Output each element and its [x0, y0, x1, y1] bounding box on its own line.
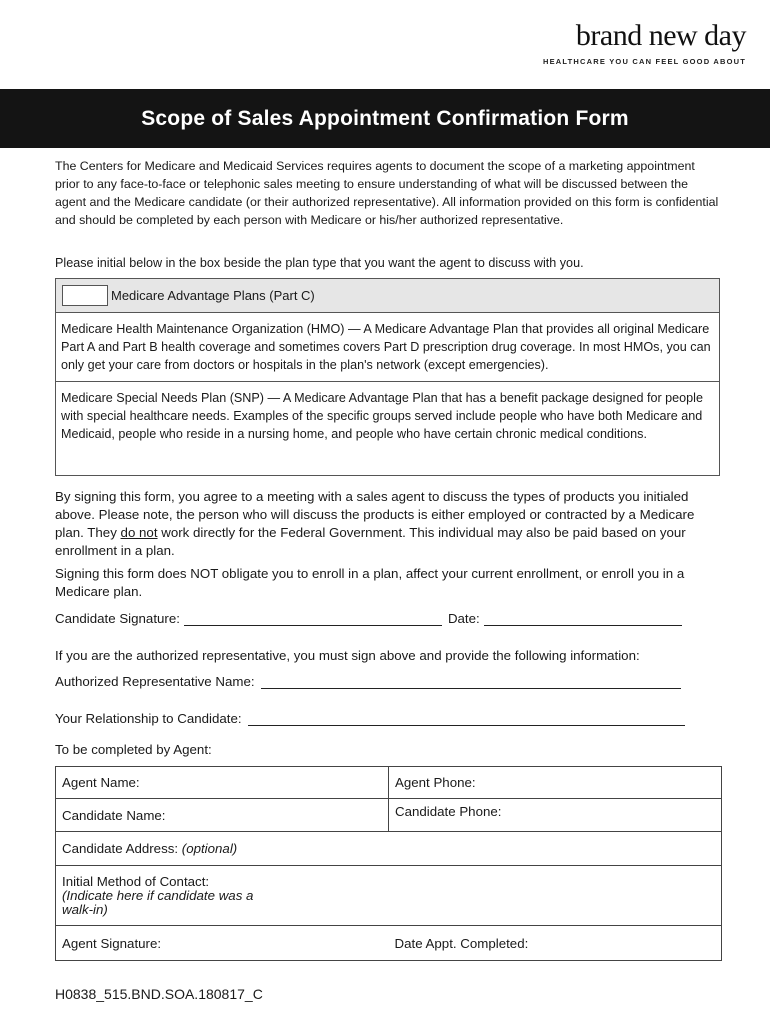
date-label: Date: [447, 611, 480, 626]
candidate-address-cell[interactable] [56, 832, 722, 866]
signing-paragraph-2: Signing this form does NOT obligate you to enroll in a plan, affect your current enrollment, or enroll you in a Medicare plan. [55, 566, 685, 599]
agent-row-4 [56, 866, 722, 926]
agent-signature-cell[interactable]: Agent Signature: [56, 926, 389, 961]
brand-tagline: HEALTHCARE YOU CAN FEEL GOOD ABOUT [542, 57, 746, 66]
date-completed-cell[interactable]: Date Appt. Completed: [389, 926, 722, 961]
candidate-signature-label: Candidate Signature: [55, 611, 180, 626]
candidate-name-cell[interactable]: Candidate Name: [56, 799, 389, 832]
authorized-rep-line[interactable] [261, 675, 681, 689]
authorized-rep-row [55, 674, 720, 689]
candidate-signature-line[interactable] [184, 612, 442, 626]
signing-text-part-2: work directly for the Federal Government. This individual may also be paid based on your enrollment in a plan. [55, 525, 686, 558]
initial-contact-label: Initial Method of Contact: [62, 874, 210, 889]
plan-header-row [56, 279, 719, 313]
candidate-phone-cell[interactable]: Candidate Phone: [389, 799, 722, 832]
relationship-line[interactable] [248, 712, 685, 726]
form-title: Scope of Sales Appointment Confirmation Form [141, 106, 629, 130]
title-bar [0, 89, 770, 148]
signing-text-part-1: By signing this form, you agree to a meeting with a sales agent to discuss the types of products you initialed above. Please note, the person who will discuss the products is either employed or contracted by a Medicare plan. They [55, 489, 695, 540]
agent-row-2 [56, 799, 722, 832]
agent-table [55, 766, 722, 961]
brand-name: brand new day [575, 19, 746, 52]
plan-description-hmo: Medicare Health Maintenance Organization (HMO) — A Medicare Advantage Plan that provides all original Medicare Part A and Part B health coverage and sometimes covers Part D prescription drug coverage. In most HMOs, you can only get your care from doctors or hospitals in the plan's network (except emergencies). [56, 313, 719, 382]
initial-contact-cell[interactable] [56, 866, 722, 926]
initial-contact-note: (Indicate here if candidate was a walk-in) [62, 888, 254, 917]
candidate-signature-row [55, 611, 720, 626]
candidate-address-label: Candidate Address: [62, 841, 179, 856]
candidate-address-note: (optional) [181, 841, 238, 856]
plan-selection-box [55, 278, 720, 476]
initial-box[interactable] [62, 285, 108, 306]
signing-paragraph-1 [55, 488, 720, 560]
form-code: H0838_515.BND.SOA.180817_C [55, 986, 263, 1002]
intro-paragraph: The Centers for Medicare and Medicaid Services requires agents to document the scope of a marketing appointment prior to any face-to-face or telephonic sales meeting to ensure understanding of what will be discussed between the agent and the Medicare candidate (or their authorized representative). All information provided on this form is confidential and should be completed by each person with Medicare or his/her authorized representative. [55, 159, 719, 227]
brand-logo [543, 20, 746, 66]
agent-phone-cell[interactable]: Agent Phone: [389, 767, 722, 799]
plan-description-snp: Medicare Special Needs Plan (SNP) — A Medicare Advantage Plan that has a benefit package designed for people with special healthcare needs. Examples of the specific groups served include people who have both Medicare and Medicaid, people who reside in a nursing home, and people who have certain chronic medical conditions. [61, 391, 703, 441]
date-line[interactable] [484, 612, 682, 626]
agent-row-3 [56, 832, 722, 866]
agent-row-1 [56, 767, 722, 799]
authorized-rep-note: If you are the authorized representative, you must sign above and provide the following information: [55, 648, 640, 663]
relationship-row [55, 711, 720, 726]
agent-section-label: To be completed by Agent: [55, 742, 212, 757]
authorized-rep-label: Authorized Representative Name: [55, 674, 255, 689]
relationship-label: Your Relationship to Candidate: [55, 711, 242, 726]
signing-text-underlined: do not [120, 525, 158, 540]
plan-header-label: Medicare Advantage Plans (Part C) [111, 288, 315, 303]
instruction-text: Please initial below in the box beside the plan type that you want the agent to discuss with you. [55, 256, 584, 270]
agent-name-cell[interactable]: Agent Name: [56, 767, 389, 799]
agent-row-5 [56, 926, 722, 961]
